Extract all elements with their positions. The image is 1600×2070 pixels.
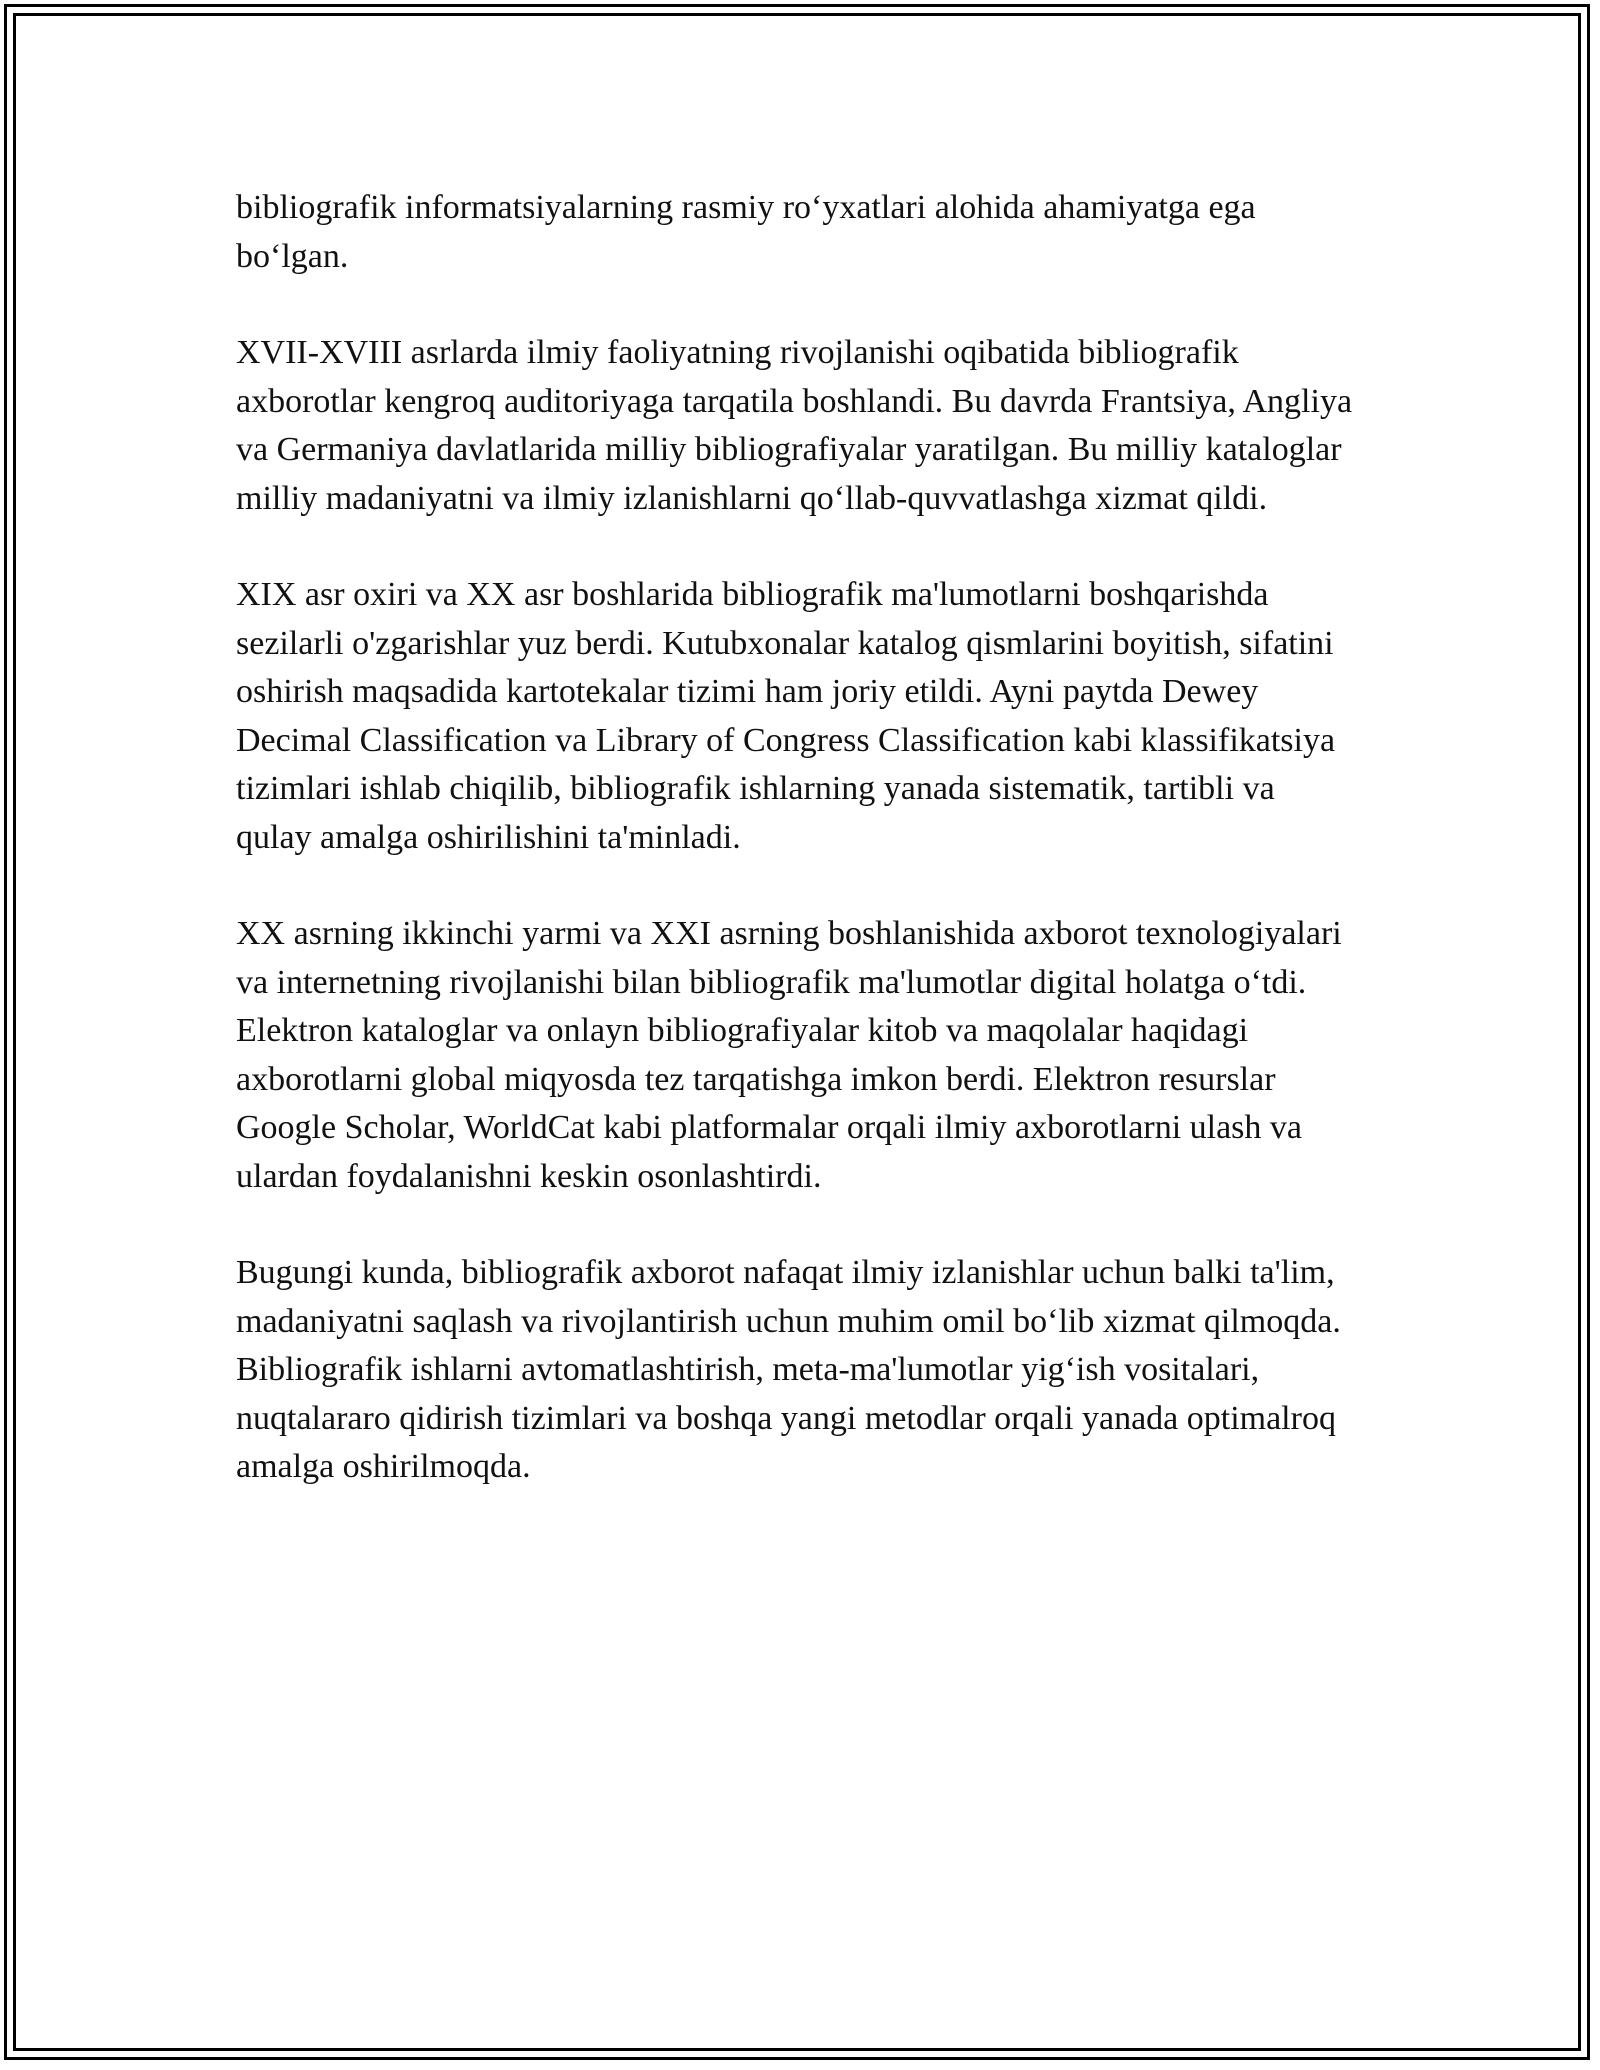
- paragraph-2: XVII-XVIII asrlarda ilmiy faoliyatning rivojlanishi oqibatida bibliografik axborotlar kengroq auditoriyaga tarqatila boshlandi. Bu davrda Frantsiya, Angliya va Germaniya davlatlarida milliy bibliografiyalar yaratilgan. Bu milliy kataloglar milliy madaniyatni va ilmiy izlanishlarni qo‘llab-quvvatlashga xizmat qildi.: [236, 334, 1353, 517]
- paragraph-4: XX asrning ikkinchi yarmi va XXI asrning boshlanishida axborot texnologiyalari va internetning rivojlanishi bilan bibliografik ma'lumotlar digital holatga o‘tdi. Elektron kataloglar va onlayn bibliografiyalar kitob va maqolalar haqidagi axborotlarni global miqyosda tez tarqatishga imkon berdi. Elektron resurslar Google Scholar, WorldCat kabi platformalar orqali ilmiy axborotlarni ulash va ulardan foydalanishni keskin osonlashtirdi.: [236, 915, 1342, 1195]
- paragraph-5: Bugungi kunda, bibliografik axborot nafaqat ilmiy izlanishlar uchun balki ta'lim, madaniyatni saqlash va rivojlantirish uchun muhim omil bo‘lib xizmat qilmoqda. Bibliografik ishlarni avtomatlashtirish, meta-ma'lumotlar yig‘ish vositalari, nuqtalararo qidirish tizimlari va boshqa yangi metodlar orqali yanada optimalroq amalga oshirilmoqda.: [236, 1254, 1341, 1485]
- paragraph-3: XIX asr oxiri va XX asr boshlarida bibliografik ma'lumotlarni boshqarishda sezilarli o'zgarishlar yuz berdi. Kutubxonalar katalog qismlarini boyitish, sifatini oshirish maqsadida kartotekalar tizimi ham joriy etildi. Ayni paytda Dewey Decimal Classification va Library of Congress Classification kabi klassifikatsiya tizimlari ishlab chiqilib, bibliografik ishlarning yanada sistematik, tartibli va qulay amalga oshirilishini ta'minladi.: [236, 576, 1336, 856]
- paragraph-1: bibliografik informatsiyalarning rasmiy ro‘yxatlari alohida ahamiyatga ega bo‘lgan.: [236, 189, 1256, 275]
- document-body: [236, 184, 1356, 1540]
